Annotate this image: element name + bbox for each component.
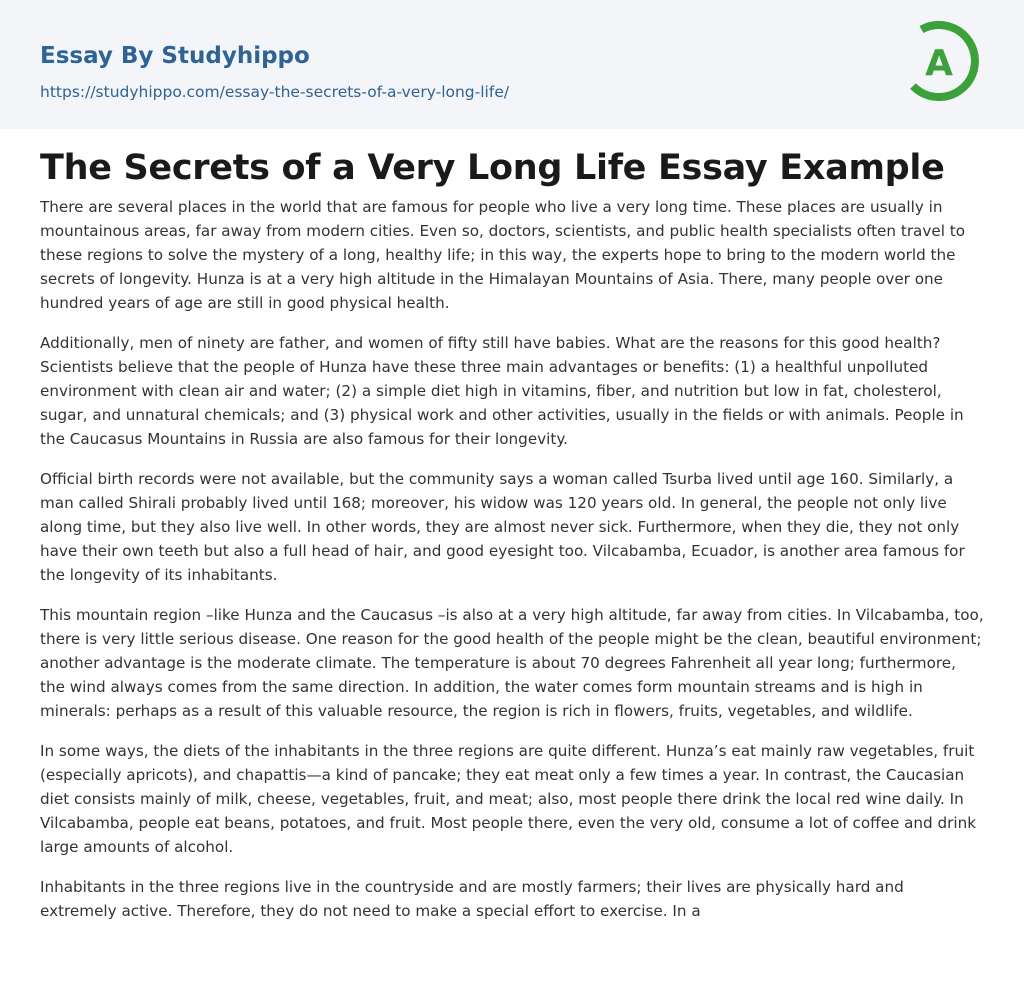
essay-paragraph: There are several places in the world that are famous for people who live a very long time. These places are usually in mountainous areas, far away from modern cities. Even so, doctors, scientists, and public health specialists often travel to these regions to solve the mystery of a long, healthy life; in this way, the experts hope to bring to the modern world the secrets of longevity. Hunza is at a very high altitude in the Himalayan Mountains of Asia. There, many people over one hundred years of age are still in good physical health. xyxy=(40,198,965,312)
essay-url-link[interactable]: https://studyhippo.com/essay-the-secrets-of-a-very-long-life/ xyxy=(40,83,510,101)
essay-paragraph: Inhabitants in the three regions live in the countryside and are mostly farmers; their lives are physically hard and extremely active. Therefore, they do not need to make a special effort to exercise. In a xyxy=(40,878,904,920)
essay-content xyxy=(0,129,1024,923)
site-header xyxy=(0,0,1024,129)
essay-title: The Secrets of a Very Long Life Essay Example xyxy=(40,148,945,188)
essay-paragraph: Official birth records were not available, but the community says a woman called Tsurba lived until age 160. Similarly, a man called Shirali probably lived until 168; moreover, his widow was 120 years old. In general, the people not only live along time, but they also live well. In other words, they are almost never sick. Furthermore, when they die, they not only have their own teeth but also a full head of hair, and good eyesight too. Vilcabamba, Ecuador, is another area famous for the longevity of its inhabitants. xyxy=(40,470,965,584)
essay-paragraph: Additionally, men of ninety are father, and women of fifty still have babies. What are the reasons for this good health? Scientists believe that the people of Hunza have these three main advantages or benefits: (1) a healthful unpolluted environment with clean air and water; (2) a simple diet high in vitamins, fiber, and nutrition but low in fat, cholesterol, sugar, and unnatural chemicals; and (3) physical work and other activities, usually in the fields or with animals. People in the Caucasus Mountains in Russia are also famous for their longevity. xyxy=(40,334,964,448)
essay-paragraph: This mountain region –like Hunza and the Caucasus –is also at a very high altitude, far away from cities. In Vilcabamba, too, there is very little serious disease. One reason for the good health of the people might be the clean, beautiful environment; another advantage is the moderate climate. The temperature is about 70 degrees Fahrenheit all year long; furthermore, the wind always comes from the same direction. In addition, the water comes form mountain streams and is high in minerals: perhaps as a result of this valuable resource, the region is rich in flowers, fruits, vegetables, and wildlife. xyxy=(40,606,984,720)
studyhippo-logo[interactable] xyxy=(900,20,984,104)
logo-letter: A xyxy=(925,43,953,84)
site-title[interactable]: Essay By Studyhippo xyxy=(40,43,310,69)
essay-paragraph: In some ways, the diets of the inhabitants in the three regions are quite different. Hunza’s eat mainly raw vegetables, fruit (especially apricots), and chapattis—a kind of pancake; they eat meat only a few times a year. In contrast, the Caucasian diet consists mainly of milk, cheese, vegetables, fruit, and meat; also, most people there drink the local red wine daily. In Vilcabamba, people eat beans, potatoes, and fruit. Most people there, even the very old, consume a lot of coffee and drink large amounts of alcohol. xyxy=(40,742,977,856)
